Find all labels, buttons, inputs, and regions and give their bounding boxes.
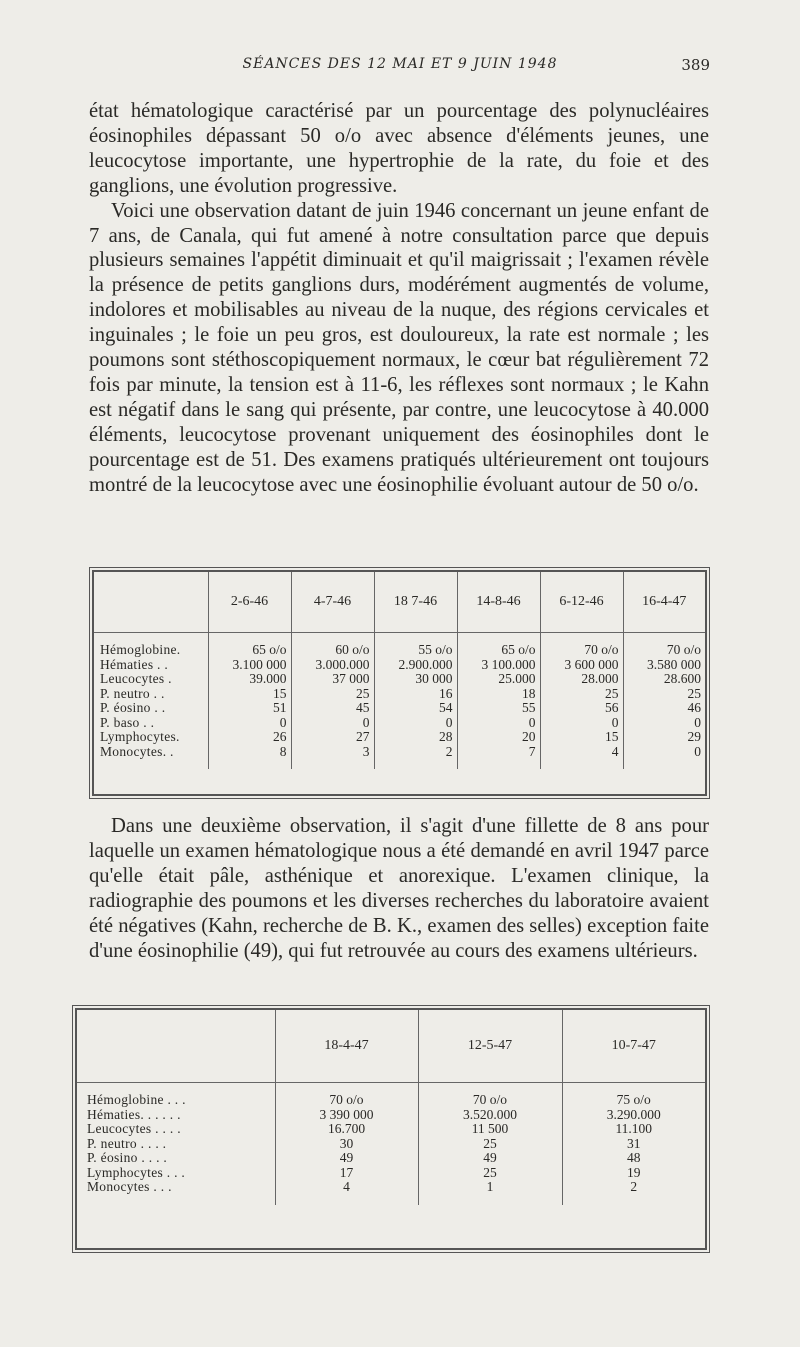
cell: 30 xyxy=(275,1137,418,1152)
table-1-col-header: 16-4-47 xyxy=(623,572,705,633)
table-1-header-row xyxy=(94,572,705,633)
row-label: Hématies . . xyxy=(94,658,208,673)
running-title: SÉANCES DES 12 MAI ET 9 JUIN 1948 xyxy=(242,56,558,72)
row-label: Lymphocytes . . . xyxy=(77,1166,275,1181)
cell: 2.900.000 xyxy=(374,658,457,673)
cell: 31 xyxy=(627,1135,641,1151)
row-label: Monocytes . . . xyxy=(77,1180,275,1195)
cell: 55 o/o xyxy=(374,643,457,658)
text-block-top xyxy=(89,99,709,498)
cell: 3 600 000 xyxy=(540,658,623,673)
cell: 37 000 xyxy=(291,672,374,687)
table-1-grid xyxy=(94,572,705,769)
cell: 15 xyxy=(208,687,291,702)
table-row xyxy=(77,1137,705,1152)
row-label: Lymphocytes. xyxy=(94,730,208,745)
table-row xyxy=(77,1166,705,1181)
table-row xyxy=(94,716,705,731)
cell: 0 xyxy=(291,716,374,731)
row-label: Monocytes. . xyxy=(94,745,208,760)
row-label: Hémoglobine . . . xyxy=(77,1093,275,1108)
cell: 48 xyxy=(627,1150,641,1165)
cell: 4 xyxy=(540,745,623,760)
cell: 25 xyxy=(687,685,701,701)
table-row xyxy=(94,643,705,658)
row-label: P. neutro . . xyxy=(94,687,208,702)
page-number: 389 xyxy=(681,56,710,74)
cell: 0 xyxy=(540,716,623,731)
cell: 28.000 xyxy=(540,672,623,687)
cell: 56 xyxy=(540,701,623,716)
cell: 3 100.000 xyxy=(457,658,540,673)
row-label: P. éosino . . . . xyxy=(77,1151,275,1166)
table-1-col-header: 2-6-46 xyxy=(208,572,291,633)
row-label: P. baso . . xyxy=(94,716,208,731)
table-row xyxy=(77,1122,705,1137)
table-1-corner xyxy=(94,572,208,633)
cell: 3.100 000 xyxy=(208,658,291,673)
cell: 16 xyxy=(374,687,457,702)
cell: 54 xyxy=(374,701,457,716)
table-row xyxy=(77,1093,705,1108)
cell: 11 500 xyxy=(418,1122,562,1137)
cell: 17 xyxy=(275,1166,418,1181)
row-label: Leucocytes . . . . xyxy=(77,1122,275,1137)
cell: 20 xyxy=(457,730,540,745)
cell: 15 xyxy=(540,730,623,745)
cell: 1 xyxy=(418,1180,562,1195)
cell: 4 xyxy=(275,1180,418,1195)
cell: 65 o/o xyxy=(457,643,540,658)
table-2-corner xyxy=(77,1010,275,1083)
cell: 0 xyxy=(694,743,701,759)
table-2-col-header: 10-7-47 xyxy=(562,1010,705,1083)
table-1-col-header: 6-12-46 xyxy=(540,572,623,633)
cell: 25 xyxy=(540,687,623,702)
table-row xyxy=(77,1108,705,1123)
cell: 27 xyxy=(291,730,374,745)
cell: 26 xyxy=(208,730,291,745)
row-label: P. éosino . . xyxy=(94,701,208,716)
table-row xyxy=(94,672,705,687)
cell: 60 o/o xyxy=(291,643,374,658)
table-row xyxy=(94,730,705,745)
table-1-col-header: 14-8-46 xyxy=(457,572,540,633)
table-2-col-header: 12-5-47 xyxy=(418,1010,562,1083)
table-2-grid xyxy=(77,1010,705,1205)
cell: 70 o/o xyxy=(275,1093,418,1108)
cell: 46 xyxy=(687,700,701,715)
cell: 39.000 xyxy=(208,672,291,687)
cell: 11.100 xyxy=(615,1121,653,1136)
hematology-table-1 xyxy=(92,570,707,796)
cell: 3.290.000 xyxy=(606,1106,661,1122)
table-2-col-header: 18-4-47 xyxy=(275,1010,418,1083)
cell: 3.520.000 xyxy=(418,1108,562,1123)
table-row xyxy=(94,701,705,716)
cell: 3.580 000 xyxy=(647,656,701,672)
table-1-col-header: 4-7-46 xyxy=(291,572,374,633)
paragraph-2: Voici une observation datant de juin 1946 concernant un jeune enfant de 7 ans, de Canala, qui fut amené à notre consultation parce que depuis plusieurs semaines l'appétit diminuait et qu'il maigrissait ; l'examen révèle la présence de petits ganglions durs, modérément augmentés de volume, indolores et mobilisables au niveau de la nuque, des régions cervicales et inguinales ; le foie un peu gros, est douloureux, la rate est normale ; les poumons sont stéthoscopiquement normaux, le cœur bat régulièrement 72 fois par minute, la tension est à 11-6, les réflexes sont normaux ; le Kahn est négatif dans le sang qui présente, par contre, une leucocytose à 40.000 éléments, leucocytose provenant uniquement des éosinophiles dont le pourcentage est de 51. Des examens pratiqués ultérieurement ont toujours montré de la leucocytose avec une éosinophilie évoluant autour de 50 o/o. xyxy=(89,199,709,496)
table-row xyxy=(94,745,705,760)
table-1-col-header: 18 7-46 xyxy=(374,572,457,633)
cell: 25.000 xyxy=(457,672,540,687)
cell: 2 xyxy=(374,745,457,760)
cell: 65 o/o xyxy=(208,643,291,658)
table-row xyxy=(77,1151,705,1166)
paragraph-3: Dans une deuxième observation, il s'agit d'une fillette de 8 ans pour laquelle un examen hématologique nous a été demandé en avril 1947 parce qu'elle était pâle, asthénique et anorexique. L'examen clinique, la radiographie des poumons et les diverses recherches du laboratoire avaient été négatives (Kahn, recherche de B. K., examen des selles) exception faite d'une éosinophilie (49), qui fut retrouvée au cours des examens ultérieurs. xyxy=(89,815,709,962)
cell: 70 o/o xyxy=(666,642,701,657)
page-header xyxy=(90,56,710,80)
cell: 25 xyxy=(291,687,374,702)
cell: 49 xyxy=(275,1151,418,1166)
cell: 70 o/o xyxy=(540,643,623,658)
cell: 0 xyxy=(208,716,291,731)
cell: 25 xyxy=(418,1166,562,1181)
cell: 19 xyxy=(627,1164,641,1180)
table-row xyxy=(77,1180,705,1195)
row-label: Hématies. . . . . . xyxy=(77,1108,275,1123)
cell: 75 o/o xyxy=(616,1092,651,1107)
cell: 51 xyxy=(208,701,291,716)
cell: 30 000 xyxy=(374,672,457,687)
cell: 29 xyxy=(687,729,701,744)
cell: 7 xyxy=(457,745,540,760)
cell: 3 390 000 xyxy=(275,1108,418,1123)
cell: 3 xyxy=(291,745,374,760)
cell: 2 xyxy=(630,1179,638,1194)
table-2-header-row xyxy=(77,1010,705,1083)
row-label: P. neutro . . . . xyxy=(77,1137,275,1152)
cell: 0 xyxy=(694,714,701,730)
cell: 70 o/o xyxy=(418,1093,562,1108)
cell: 0 xyxy=(374,716,457,731)
cell: 55 xyxy=(457,701,540,716)
table-row xyxy=(94,658,705,673)
cell: 45 xyxy=(291,701,374,716)
cell: 28.600 xyxy=(663,671,701,686)
cell: 25 xyxy=(418,1137,562,1152)
cell: 0 xyxy=(457,716,540,731)
paragraph-1: état hématologique caractérisé par un pourcentage des polynucléaires éosinophiles dépassant 50 o/o avec absence d'éléments jeunes, une leucocytose importante, une hypertrophie de la rate, du foie et des ganglions, une évolution progressive. xyxy=(89,100,709,197)
cell: 16.700 xyxy=(275,1122,418,1137)
table-row xyxy=(94,687,705,702)
cell: 3.000.000 xyxy=(291,658,374,673)
row-label: Hémoglobine. xyxy=(94,643,208,658)
cell: 49 xyxy=(418,1151,562,1166)
cell: 28 xyxy=(374,730,457,745)
cell: 18 xyxy=(457,687,540,702)
row-label: Leucocytes . xyxy=(94,672,208,687)
text-block-bottom xyxy=(89,814,709,963)
hematology-table-2 xyxy=(75,1008,707,1250)
cell: 8 xyxy=(208,745,291,760)
